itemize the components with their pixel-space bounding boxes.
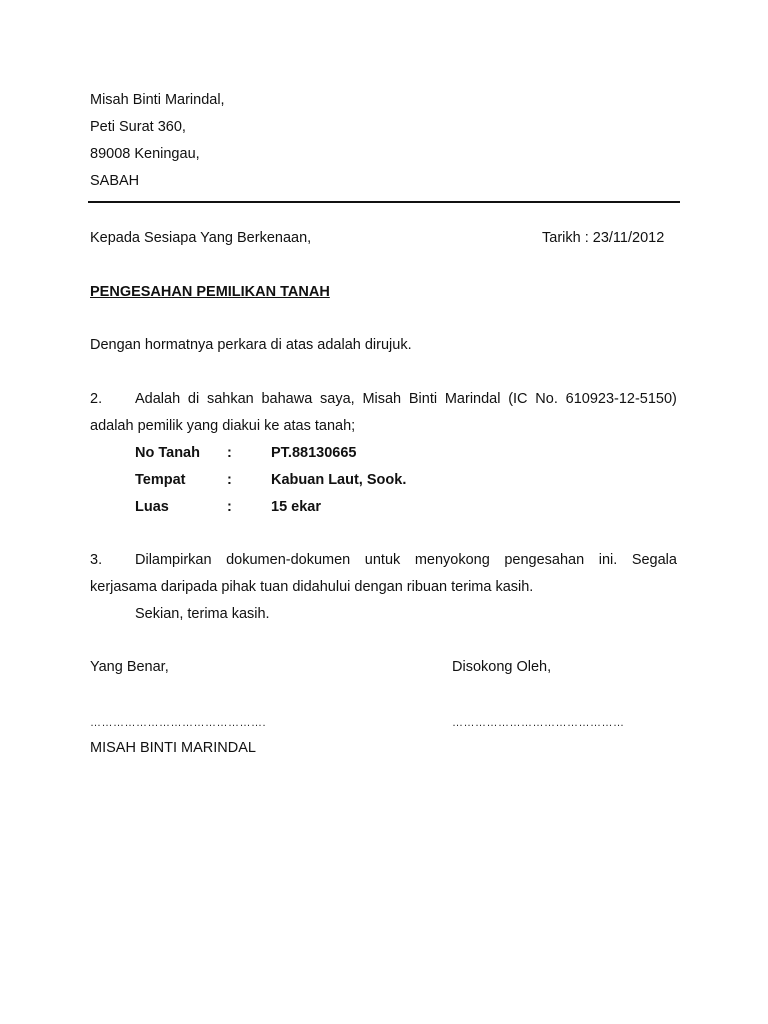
word: Segala bbox=[631, 552, 677, 568]
land-sep: : bbox=[227, 445, 232, 461]
signature-line-right: ……………………………………… bbox=[452, 717, 625, 729]
land-label-luas: Luas bbox=[135, 499, 169, 515]
signatory-name: MISAH BINTI MARINDAL bbox=[90, 740, 256, 756]
closing-line: Sekian, terima kasih. bbox=[135, 606, 270, 622]
word: ini. bbox=[598, 552, 618, 568]
sender-address-line2: 89008 Keningau, bbox=[90, 146, 200, 162]
sender-state: SABAH bbox=[90, 173, 140, 189]
land-sep: : bbox=[227, 499, 232, 515]
word: bahawa bbox=[261, 391, 313, 407]
word: Binti bbox=[408, 391, 438, 407]
paragraph-3-number: 3. bbox=[90, 552, 103, 568]
word: untuk bbox=[364, 552, 401, 568]
word: sahkan bbox=[206, 391, 254, 407]
word: dokumen-dokumen bbox=[226, 552, 351, 568]
signature-line-left: ………………………………………. bbox=[90, 717, 267, 729]
paragraph-3-line2: kerjasama daripada pihak tuan didahului dengan ribuan terima kasih. bbox=[90, 579, 534, 595]
land-value-tempat: Kabuan Laut, Sook. bbox=[271, 472, 407, 488]
land-label-tempat: Tempat bbox=[135, 472, 186, 488]
recipient-line: Kepada Sesiapa Yang Berkenaan, bbox=[90, 230, 312, 246]
land-label-no-tanah: No Tanah bbox=[135, 445, 200, 461]
opening-paragraph: Dengan hormatnya perkara di atas adalah dirujuk. bbox=[90, 337, 412, 353]
signoff-right: Disokong Oleh, bbox=[452, 659, 552, 675]
land-sep: : bbox=[227, 472, 232, 488]
paragraph-2-line1 bbox=[90, 391, 677, 407]
word: saya, bbox=[320, 391, 355, 407]
paragraph-3-line1 bbox=[90, 552, 677, 568]
word: 610923-12-5150) bbox=[565, 391, 677, 407]
land-value-luas: 15 ekar bbox=[271, 499, 321, 515]
word: No. bbox=[535, 391, 558, 407]
sender-address-line1: Peti Surat 360, bbox=[90, 119, 186, 135]
header-divider bbox=[88, 201, 680, 203]
letter-date: Tarikh : 23/11/2012 bbox=[542, 230, 665, 246]
word: Dilampirkan bbox=[135, 552, 212, 568]
word: (IC bbox=[508, 391, 528, 407]
word: di bbox=[187, 391, 200, 407]
signoff-left: Yang Benar, bbox=[90, 659, 169, 675]
letter-subject: PENGESAHAN PEMILIKAN TANAH bbox=[90, 284, 330, 300]
word: pengesahan bbox=[504, 552, 585, 568]
sender-name: Misah Binti Marindal, bbox=[90, 92, 225, 108]
word: Adalah bbox=[135, 391, 181, 407]
word: menyokong bbox=[414, 552, 490, 568]
word: Marindal bbox=[444, 391, 501, 407]
word: Misah bbox=[362, 391, 402, 407]
land-value-no-tanah: PT.88130665 bbox=[271, 445, 357, 461]
paragraph-2-line2: adalah pemilik yang diakui ke atas tanah; bbox=[90, 418, 356, 434]
paragraph-2-number: 2. bbox=[90, 391, 103, 407]
